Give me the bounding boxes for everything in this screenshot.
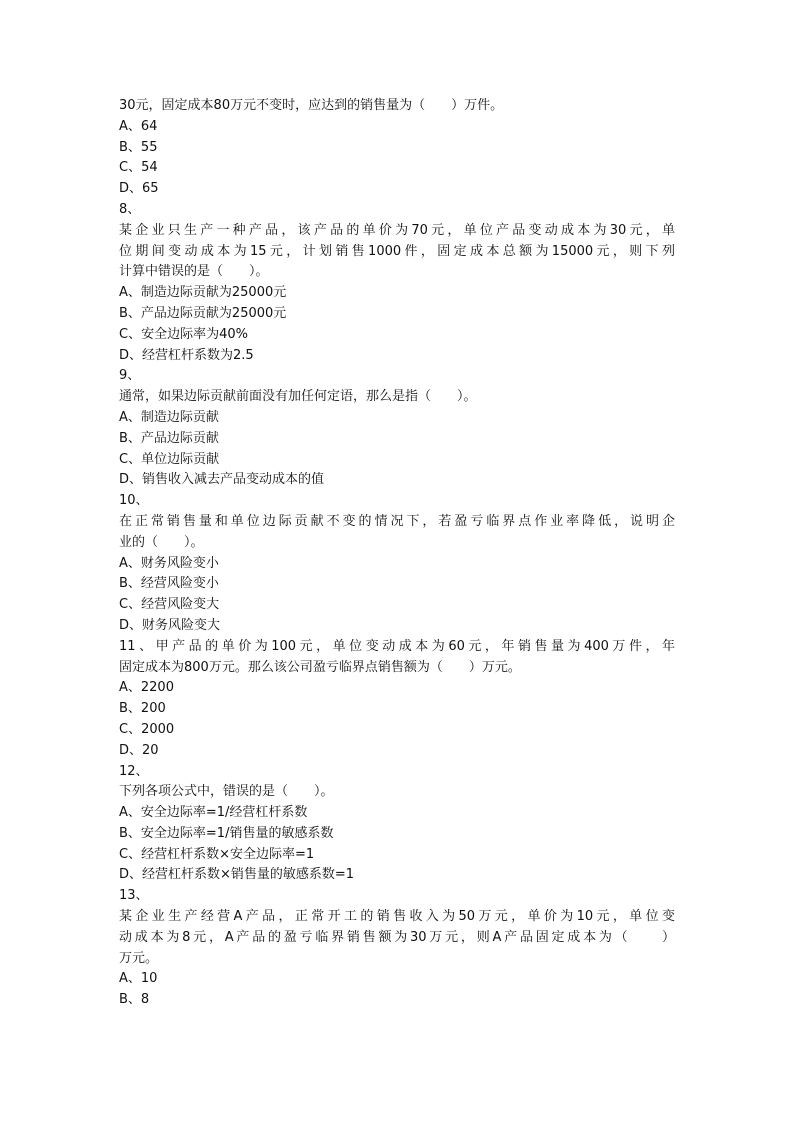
text-line: A、制造边际贡献为25000元 xyxy=(119,285,287,301)
text-line: 动成本为8元，A产品的盈亏临界销售额为30万元，则A产品固定成本为（ ） xyxy=(119,929,675,945)
text-line: C、经营杠杆系数×安全边际率=1 xyxy=(119,846,315,862)
text-line: 固定成本为800万元。那么该公司盈亏临界点销售额为（ ）万元。 xyxy=(119,659,521,675)
text-line: A、10 xyxy=(119,971,158,987)
text-line: A、2200 xyxy=(119,680,174,696)
text-line: 位期间变动成本为15元，计划销售1000件，固定成本总额为15000元，则下列 xyxy=(119,243,675,259)
text-line: 计算中错误的是（ ）。 xyxy=(119,264,269,280)
text-line: 11、甲产品的单价为100元，单位变动成本为60元，年销售量为400万件，年 xyxy=(119,638,675,654)
text-line: 下列各项公式中，错误的是（ ）。 xyxy=(119,784,334,800)
text-line: 通常，如果边际贡献前面没有加任何定语，那么是指（ ）。 xyxy=(119,389,477,405)
text-line: B、安全边际率=1/销售量的敏感系数 xyxy=(119,825,334,841)
text-line: B、经营风险变小 xyxy=(119,576,219,592)
text-line: B、200 xyxy=(119,701,166,717)
document-body xyxy=(119,96,675,1011)
text-line: A、安全边际率=1/经营杠杆系数 xyxy=(119,805,308,821)
text-line: B、8 xyxy=(119,992,150,1008)
text-line: A、制造边际贡献 xyxy=(119,409,219,425)
text-line: D、20 xyxy=(119,742,159,758)
text-line: 万元。 xyxy=(119,950,159,966)
text-line: B、产品边际贡献 xyxy=(119,430,219,446)
text-line: D、财务风险变大 xyxy=(119,617,221,633)
text-line: C、单位边际贡献 xyxy=(119,451,220,467)
text-line: 13、 xyxy=(119,888,149,904)
text-line: 12、 xyxy=(119,763,149,779)
text-line: C、安全边际率为40% xyxy=(119,326,248,342)
text-line: 10、 xyxy=(119,493,149,509)
text-line: C、54 xyxy=(119,160,158,176)
text-line: B、产品边际贡献为25000元 xyxy=(119,305,287,321)
text-line: C、2000 xyxy=(119,721,175,737)
text-line: 在正常销售量和单位边际贡献不变的情况下，若盈亏临界点作业率降低，说明企 xyxy=(119,513,675,529)
text-line: 某企业只生产一种产品，该产品的单价为70元，单位产品变动成本为30元，单 xyxy=(119,222,675,238)
text-line: D、销售收入减去产品变动成本的值 xyxy=(119,472,325,488)
text-line: D、经营杠杆系数×销售量的敏感系数=1 xyxy=(119,867,355,883)
text-line: 30元，固定成本80万元不变时，应达到的销售量为（ ）万件。 xyxy=(119,98,504,113)
text-line: D、经营杠杆系数为2.5 xyxy=(119,347,254,363)
text-line: C、经营风险变大 xyxy=(119,597,220,613)
text-line: A、财务风险变小 xyxy=(119,555,219,571)
text-line: B、55 xyxy=(119,139,158,155)
text-line: 8、 xyxy=(119,201,141,217)
text-line: A、64 xyxy=(119,118,158,134)
text-line: 某企业生产经营A产品，正常开工的销售收入为50万元，单价为10元，单位变 xyxy=(119,909,675,925)
text-line: 业的（ ）。 xyxy=(119,534,204,550)
text-line: 9、 xyxy=(119,368,141,384)
text-line: D、65 xyxy=(119,181,159,197)
